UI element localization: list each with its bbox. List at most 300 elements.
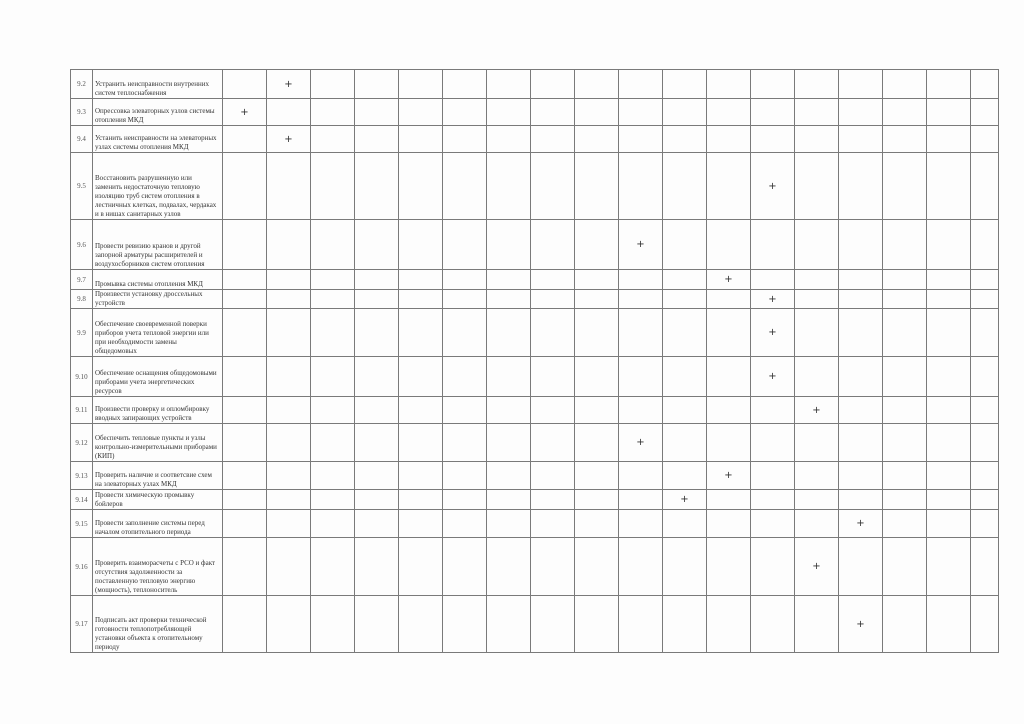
schedule-cell [575, 99, 619, 126]
schedule-cell [971, 70, 999, 99]
schedule-cell [795, 220, 839, 270]
schedule-cell [795, 357, 839, 397]
schedule-cell [795, 270, 839, 290]
schedule-cell [927, 99, 971, 126]
schedule-cell [531, 220, 575, 270]
schedule-cell [883, 490, 927, 510]
schedule-cell [267, 424, 311, 462]
schedule-mark: + [619, 220, 663, 270]
schedule-cell [619, 99, 663, 126]
task-description: Провести ревизию кранов и другой запорной арматуры расширителей и воздухосборников систем отопления [93, 220, 223, 270]
task-description: Произвести установку дроссельных устройств [93, 290, 223, 309]
schedule-cell [355, 220, 399, 270]
schedule-cell [575, 153, 619, 220]
schedule-cell [619, 596, 663, 653]
schedule-cell [971, 424, 999, 462]
schedule-cell [971, 596, 999, 653]
schedule-cell [531, 270, 575, 290]
schedule-cell [619, 70, 663, 99]
task-description: Произвести проверку и опломбировку вводных запирающих устройств [93, 397, 223, 424]
task-description: Устранить неисправности внутренних систем теплоснабжения [93, 70, 223, 99]
schedule-cell [267, 290, 311, 309]
schedule-cell [795, 596, 839, 653]
schedule-cell [795, 99, 839, 126]
schedule-cell [531, 70, 575, 99]
schedule-cell [267, 538, 311, 596]
schedule-cell [971, 357, 999, 397]
schedule-cell [751, 70, 795, 99]
schedule-mark: + [751, 153, 795, 220]
schedule-cell [531, 510, 575, 538]
schedule-cell [707, 397, 751, 424]
schedule-cell [267, 397, 311, 424]
schedule-cell [311, 70, 355, 99]
schedule-cell [927, 126, 971, 153]
schedule-cell [443, 126, 487, 153]
schedule-cell [927, 490, 971, 510]
schedule-cell [663, 220, 707, 270]
schedule-cell [575, 70, 619, 99]
task-description: Подписать акт проверки технической готовности теплопотребляющей установки объекта к отопительному периоду [93, 596, 223, 653]
schedule-cell [223, 270, 267, 290]
task-description: Проверить взаиморасчеты с РСО и факт отсутствия задолженности за поставленную тепловую энергию (мощность), теплоноситель [93, 538, 223, 596]
schedule-cell [751, 270, 795, 290]
row-number: 9.6 [71, 220, 93, 270]
schedule-cell [751, 397, 795, 424]
schedule-cell [707, 309, 751, 357]
schedule-cell [927, 596, 971, 653]
schedule-cell [531, 538, 575, 596]
schedule-cell [531, 424, 575, 462]
schedule-cell [487, 309, 531, 357]
schedule-cell [707, 510, 751, 538]
schedule-cell [751, 126, 795, 153]
schedule-cell [839, 270, 883, 290]
schedule-cell [443, 357, 487, 397]
task-description: Восстановить разрушенную или заменить недостаточную тепловую изоляцию труб систем отопления в лестничных клетках, подвалах, чердаках и в нишах санитарных узлов [93, 153, 223, 220]
schedule-cell [443, 220, 487, 270]
schedule-cell [267, 220, 311, 270]
schedule-cell [487, 596, 531, 653]
schedule-cell [795, 309, 839, 357]
schedule-cell [707, 596, 751, 653]
schedule-cell [575, 397, 619, 424]
schedule-cell [267, 153, 311, 220]
schedule-cell [927, 309, 971, 357]
schedule-mark: + [795, 397, 839, 424]
schedule-cell [399, 220, 443, 270]
schedule-mark: + [839, 510, 883, 538]
schedule-mark: + [751, 290, 795, 309]
schedule-cell [883, 538, 927, 596]
schedule-cell [707, 99, 751, 126]
schedule-cell [443, 538, 487, 596]
schedule-cell [399, 424, 443, 462]
row-number: 9.12 [71, 424, 93, 462]
schedule-cell [355, 596, 399, 653]
schedule-cell [663, 424, 707, 462]
schedule-cell [399, 462, 443, 490]
schedule-cell [751, 538, 795, 596]
table-row [71, 462, 999, 490]
schedule-cell [971, 220, 999, 270]
row-number: 9.8 [71, 290, 93, 309]
schedule-cell [751, 220, 795, 270]
schedule-cell [531, 596, 575, 653]
schedule-cell [619, 462, 663, 490]
schedule-cell [443, 70, 487, 99]
schedule-cell [487, 270, 531, 290]
task-description: Обеспечение своевременной поверки приборов учета тепловой энергии или при необходимости замены общедомовых [93, 309, 223, 357]
schedule-cell [223, 462, 267, 490]
schedule-cell [707, 357, 751, 397]
task-description: Проверить наличие и соответсвие схем на элеваторных узлах МКД [93, 462, 223, 490]
schedule-cell [223, 490, 267, 510]
schedule-cell [971, 538, 999, 596]
schedule-cell [443, 424, 487, 462]
table-row [71, 270, 999, 290]
schedule-cell [399, 309, 443, 357]
schedule-cell [487, 126, 531, 153]
schedule-cell [707, 126, 751, 153]
schedule-cell [751, 462, 795, 490]
schedule-cell [795, 424, 839, 462]
schedule-cell [839, 462, 883, 490]
row-number: 9.11 [71, 397, 93, 424]
schedule-cell [443, 397, 487, 424]
schedule-mark: + [663, 490, 707, 510]
schedule-cell [883, 462, 927, 490]
schedule-cell [663, 397, 707, 424]
schedule-cell [619, 153, 663, 220]
schedule-cell [355, 424, 399, 462]
schedule-cell [927, 357, 971, 397]
schedule-cell [267, 357, 311, 397]
schedule-cell [619, 309, 663, 357]
schedule-cell [355, 290, 399, 309]
schedule-cell [311, 538, 355, 596]
schedule-mark: + [267, 126, 311, 153]
row-number: 9.17 [71, 596, 93, 653]
schedule-cell [619, 490, 663, 510]
schedule-cell [575, 357, 619, 397]
schedule-cell [971, 290, 999, 309]
schedule-cell [839, 99, 883, 126]
schedule-cell [927, 462, 971, 490]
schedule-mark: + [751, 357, 795, 397]
schedule-cell [619, 357, 663, 397]
schedule-cell [619, 510, 663, 538]
schedule-cell [355, 357, 399, 397]
schedule-cell [971, 270, 999, 290]
schedule-cell [707, 70, 751, 99]
schedule-cell [399, 538, 443, 596]
schedule-cell [575, 490, 619, 510]
schedule-cell [575, 538, 619, 596]
schedule-cell [355, 538, 399, 596]
schedule-cell [267, 490, 311, 510]
schedule-cell [663, 462, 707, 490]
schedule-cell [223, 357, 267, 397]
schedule-cell [487, 153, 531, 220]
schedule-cell [751, 490, 795, 510]
table-row [71, 126, 999, 153]
row-number: 9.16 [71, 538, 93, 596]
row-number: 9.15 [71, 510, 93, 538]
schedule-cell [355, 309, 399, 357]
schedule-cell [487, 424, 531, 462]
schedule-cell [575, 220, 619, 270]
schedule-cell [795, 126, 839, 153]
schedule-mark: + [795, 538, 839, 596]
row-number: 9.10 [71, 357, 93, 397]
schedule-cell [927, 270, 971, 290]
schedule-cell [663, 270, 707, 290]
schedule-cell [355, 490, 399, 510]
schedule-cell [839, 357, 883, 397]
schedule-cell [223, 220, 267, 270]
table-row [71, 309, 999, 357]
schedule-cell [487, 397, 531, 424]
schedule-cell [883, 126, 927, 153]
task-description: Промывка системы отопления МКД [93, 270, 223, 290]
schedule-cell [399, 490, 443, 510]
table-row [71, 290, 999, 309]
schedule-cell [311, 126, 355, 153]
task-description: Устанить неисправности на элеваторных узлах системы отопления МКД [93, 126, 223, 153]
schedule-cell [619, 270, 663, 290]
schedule-cell [927, 397, 971, 424]
schedule-cell [355, 153, 399, 220]
schedule-cell [311, 596, 355, 653]
schedule-cell [619, 126, 663, 153]
schedule-cell [355, 270, 399, 290]
table-row [71, 99, 999, 126]
schedule-cell [707, 490, 751, 510]
schedule-cell [751, 99, 795, 126]
schedule-cell [927, 220, 971, 270]
schedule-cell [839, 153, 883, 220]
table-row [71, 397, 999, 424]
schedule-cell [223, 397, 267, 424]
schedule-cell [927, 510, 971, 538]
schedule-cell [575, 462, 619, 490]
table-row [71, 70, 999, 99]
schedule-cell [839, 70, 883, 99]
schedule-cell [795, 153, 839, 220]
schedule-cell [487, 290, 531, 309]
schedule-cell [795, 462, 839, 490]
schedule-cell [355, 99, 399, 126]
schedule-cell [311, 309, 355, 357]
schedule-cell [311, 270, 355, 290]
work-plan-table [70, 69, 999, 653]
task-description: Обеспечение оснащения общедомовыми приборами учета энергетических ресурсов [93, 357, 223, 397]
schedule-mark: + [707, 270, 751, 290]
schedule-cell [663, 510, 707, 538]
schedule-mark: + [223, 99, 267, 126]
schedule-cell [575, 270, 619, 290]
schedule-cell [223, 290, 267, 309]
schedule-cell [399, 397, 443, 424]
schedule-cell [267, 309, 311, 357]
schedule-cell [707, 290, 751, 309]
schedule-cell [531, 290, 575, 309]
task-description: Опрессовка элеваторных узлов системы отопления МКД [93, 99, 223, 126]
schedule-cell [663, 538, 707, 596]
row-number: 9.4 [71, 126, 93, 153]
schedule-cell [399, 510, 443, 538]
schedule-cell [619, 397, 663, 424]
schedule-mark: + [707, 462, 751, 490]
schedule-cell [751, 510, 795, 538]
schedule-cell [663, 309, 707, 357]
schedule-cell [531, 490, 575, 510]
schedule-cell [971, 490, 999, 510]
schedule-cell [267, 596, 311, 653]
schedule-cell [839, 220, 883, 270]
schedule-cell [927, 153, 971, 220]
schedule-cell [311, 357, 355, 397]
schedule-cell [927, 290, 971, 309]
row-number: 9.13 [71, 462, 93, 490]
schedule-cell [223, 153, 267, 220]
schedule-cell [223, 538, 267, 596]
schedule-cell [795, 490, 839, 510]
schedule-cell [883, 70, 927, 99]
table-row [71, 490, 999, 510]
schedule-cell [575, 126, 619, 153]
task-description: Провести заполнение системы перед началом отопительного периода [93, 510, 223, 538]
schedule-cell [487, 70, 531, 99]
schedule-cell [971, 462, 999, 490]
schedule-cell [487, 538, 531, 596]
schedule-cell [223, 424, 267, 462]
schedule-cell [267, 99, 311, 126]
schedule-cell [883, 596, 927, 653]
table-row [71, 153, 999, 220]
schedule-cell [883, 270, 927, 290]
table-row [71, 538, 999, 596]
schedule-cell [751, 596, 795, 653]
schedule-cell [707, 220, 751, 270]
schedule-cell [839, 290, 883, 309]
schedule-cell [487, 510, 531, 538]
schedule-cell [311, 462, 355, 490]
schedule-cell [927, 70, 971, 99]
schedule-cell [443, 309, 487, 357]
schedule-cell [311, 153, 355, 220]
schedule-cell [267, 462, 311, 490]
table-row [71, 357, 999, 397]
schedule-cell [883, 510, 927, 538]
schedule-cell [663, 99, 707, 126]
schedule-cell [575, 309, 619, 357]
schedule-mark: + [619, 424, 663, 462]
table-row [71, 510, 999, 538]
schedule-cell [971, 510, 999, 538]
schedule-cell [311, 99, 355, 126]
schedule-cell [487, 220, 531, 270]
schedule-cell [443, 270, 487, 290]
schedule-mark: + [839, 596, 883, 653]
schedule-cell [839, 126, 883, 153]
row-number: 9.7 [71, 270, 93, 290]
schedule-cell [223, 596, 267, 653]
row-number: 9.5 [71, 153, 93, 220]
schedule-cell [971, 397, 999, 424]
schedule-mark: + [267, 70, 311, 99]
row-number: 9.14 [71, 490, 93, 510]
schedule-cell [399, 99, 443, 126]
schedule-cell [487, 462, 531, 490]
schedule-cell [663, 70, 707, 99]
schedule-cell [267, 270, 311, 290]
table-row [71, 424, 999, 462]
schedule-cell [487, 99, 531, 126]
schedule-cell [487, 357, 531, 397]
table-row [71, 596, 999, 653]
schedule-cell [399, 596, 443, 653]
schedule-cell [663, 290, 707, 309]
schedule-cell [355, 462, 399, 490]
schedule-cell [575, 596, 619, 653]
schedule-cell [443, 462, 487, 490]
schedule-cell [883, 290, 927, 309]
schedule-cell [971, 153, 999, 220]
schedule-cell [443, 596, 487, 653]
schedule-cell [443, 99, 487, 126]
schedule-cell [795, 510, 839, 538]
schedule-cell [531, 153, 575, 220]
schedule-cell [575, 290, 619, 309]
schedule-cell [311, 397, 355, 424]
schedule-cell [223, 126, 267, 153]
schedule-cell [531, 99, 575, 126]
schedule-cell [971, 126, 999, 153]
schedule-cell [883, 99, 927, 126]
row-number: 9.9 [71, 309, 93, 357]
schedule-cell [311, 220, 355, 270]
schedule-cell [531, 126, 575, 153]
task-description: Провести химическую промывку бойлеров [93, 490, 223, 510]
schedule-cell [751, 424, 795, 462]
schedule-cell [971, 309, 999, 357]
schedule-cell [531, 309, 575, 357]
schedule-cell [927, 538, 971, 596]
schedule-cell [883, 309, 927, 357]
schedule-cell [311, 490, 355, 510]
schedule-cell [927, 424, 971, 462]
schedule-cell [399, 126, 443, 153]
schedule-cell [443, 490, 487, 510]
schedule-cell [795, 70, 839, 99]
schedule-cell [311, 510, 355, 538]
schedule-cell [399, 270, 443, 290]
schedule-mark: + [751, 309, 795, 357]
schedule-cell [443, 510, 487, 538]
schedule-cell [663, 153, 707, 220]
schedule-cell [223, 309, 267, 357]
schedule-cell [883, 397, 927, 424]
schedule-cell [355, 70, 399, 99]
row-number: 9.2 [71, 70, 93, 99]
schedule-cell [223, 510, 267, 538]
schedule-cell [355, 126, 399, 153]
schedule-cell [575, 510, 619, 538]
schedule-cell [443, 290, 487, 309]
schedule-cell [663, 357, 707, 397]
